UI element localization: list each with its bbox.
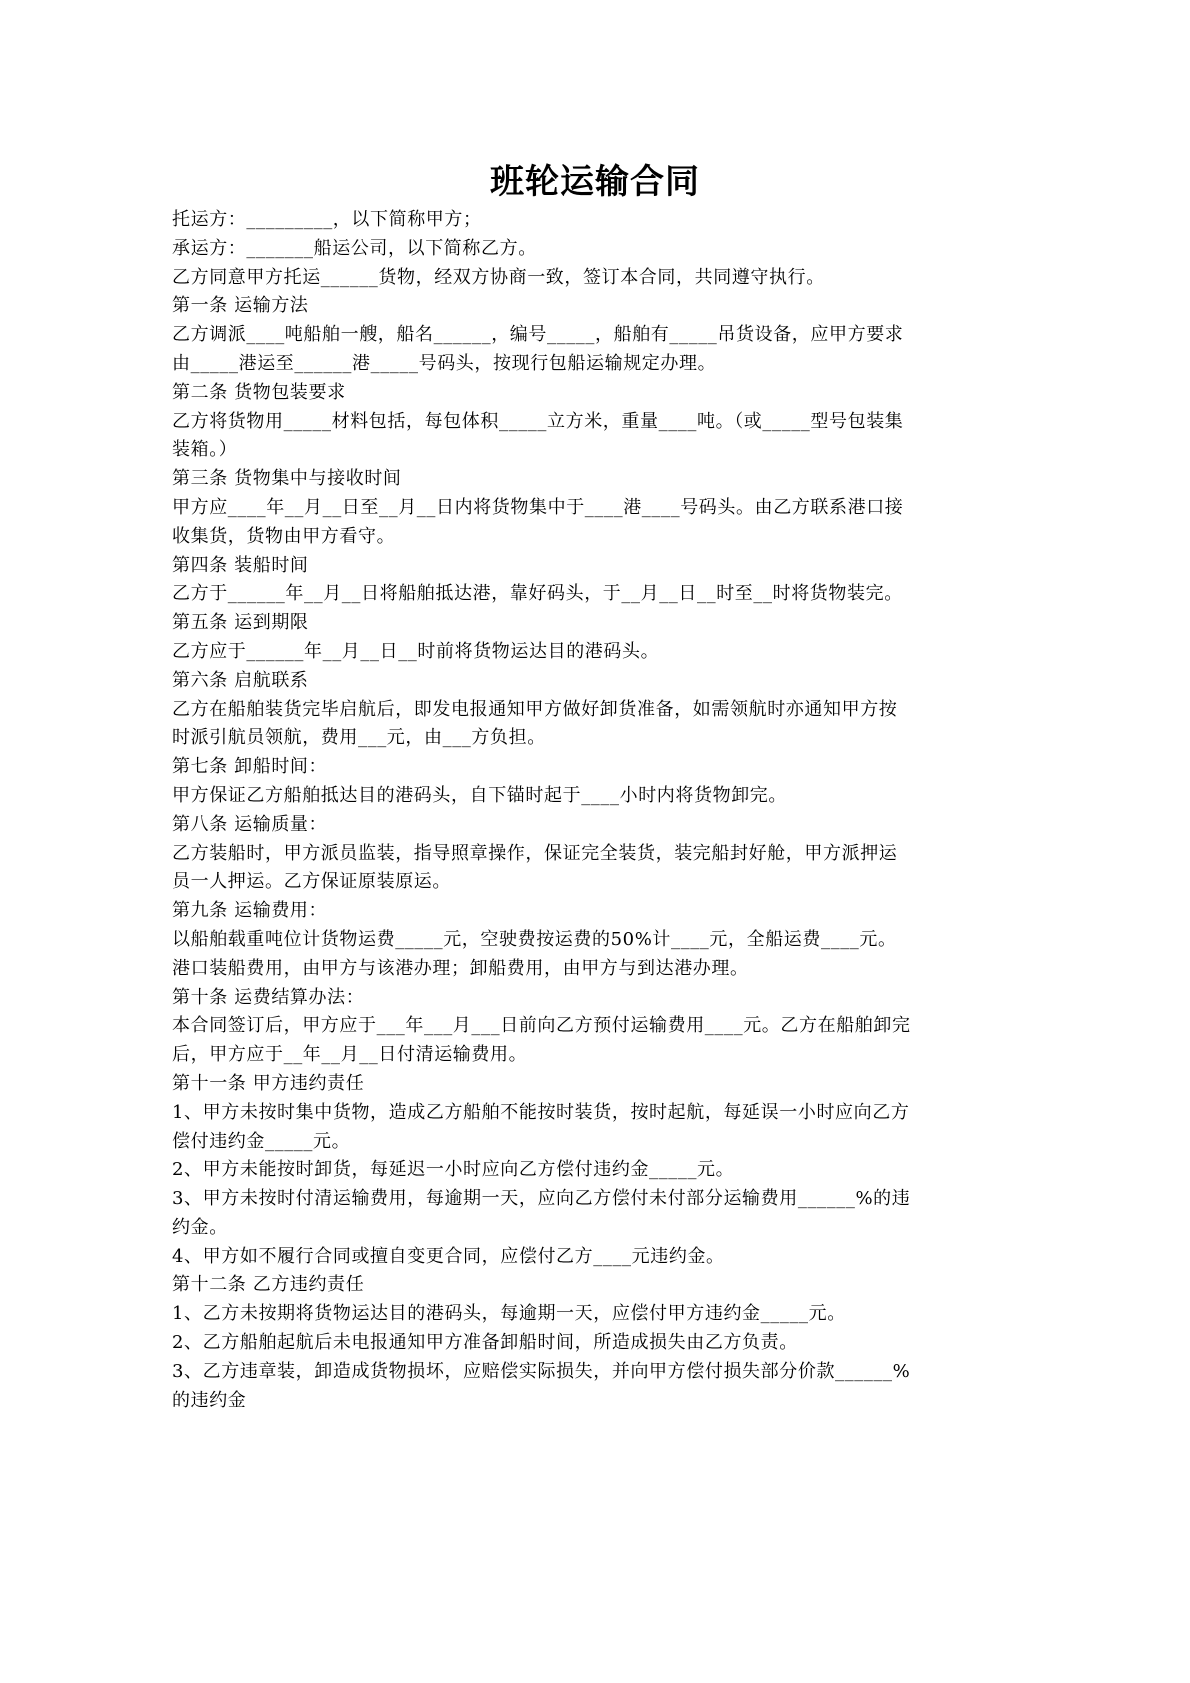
document-line: 甲方应____年__月__日至__月__日内将货物集中于____港____号码头。由乙方联系港口接 [172,496,904,518]
document-line: 后，甲方应于__年__月__日付清运输费用。 [172,1044,528,1066]
document-line: 以船舶载重吨位计货物运费_____元，空驶费按运费的50%计____元，全船运费____元。 [172,928,897,950]
document-line: 第六条 启航联系 [172,669,309,691]
document-line: 第四条 装船时间 [172,554,309,576]
document-line: 甲方保证乙方船舶抵达目的港码头，自下锚时起于____小时内将货物卸完。 [172,784,787,806]
document-line: 第三条 货物集中与接收时间 [172,468,402,490]
document-line: 由_____港运至______港_____号码头，按现行包船运输规定办理。 [172,352,717,374]
document-line: 第七条 卸船时间： [172,756,328,778]
document-line: 港口装船费用，由甲方与该港办理；卸船费用，由甲方与到达港办理。 [172,957,749,979]
document-line: 第五条 运到期限 [172,612,309,634]
document-line: 第十二条 乙方违约责任 [172,1274,365,1296]
document-line: 第九条 运输费用： [172,900,328,922]
document-line: 乙方在船舶装货完毕启航后，即发电报通知甲方做好卸货准备，如需领航时亦通知甲方按 [172,698,898,720]
document-line: 本合同签订后，甲方应于___年___月___日前向乙方预付运输费用____元。乙方在船舶卸完 [172,1015,911,1037]
document-line: 偿付违约金_____元。 [172,1130,351,1152]
document-line: 2、乙方船舶起航后未电报通知甲方准备卸船时间，所造成损失由乙方负责。 [172,1332,798,1354]
document-title: 班轮运输合同 [490,162,700,202]
document-line: 乙方同意甲方托运______货物，经双方协商一致，签订本合同，共同遵守执行。 [172,266,825,288]
document-line: 乙方应于______年__月__日__时前将货物运达目的港码头。 [172,640,660,662]
document-line: 第十一条 甲方违约责任 [172,1072,365,1094]
document-line: 约金。 [172,1216,228,1238]
document-body [172,206,984,1415]
document-line: 4、甲方如不履行合同或擅自变更合同，应偿付乙方____元违约金。 [172,1245,725,1267]
document-line: 乙方将货物用_____材料包括，每包体积_____立方米，重量____吨。（或_____型号包装集 [172,410,904,432]
document-line: 装箱。） [172,439,238,461]
document-line: 乙方调派____吨船舶一艘，船名______，编号_____，船舶有_____吊货设备，应甲方要求 [172,324,904,346]
document-line: 收集货，货物由甲方看守。 [172,525,396,547]
document-line: 第十条 运费结算办法： [172,986,365,1008]
document-line: 3、乙方违章装，卸造成货物损坏，应赔偿实际损失，并向甲方偿付损失部分价款______% [172,1360,911,1382]
document-line: 1、甲方未按时集中货物，造成乙方船舶不能按时装货，按时起航，每延误一小时应向乙方 [172,1101,910,1123]
document-line: 1、乙方未按期将货物运达目的港码头，每逾期一天，应偿付甲方违约金_____元。 [172,1303,846,1325]
document-line: 第一条 运输方法 [172,295,309,317]
document-line: 托运方：_________，以下简称甲方； [172,209,482,230]
document-line: 时派引航员领航，费用___元，由___方负担。 [172,727,546,749]
document-line: 3、甲方未按时付清运输费用，每逾期一天，应向乙方偿付未付部分运输费用______%的违 [172,1188,911,1210]
document-line: 的违约金 [172,1389,247,1411]
document-line: 承运方：_______船运公司，以下简称乙方。 [172,237,537,259]
document-line: 第二条 货物包装要求 [172,381,346,403]
document-line: 2、甲方未能按时卸货，每延迟一小时应向乙方偿付违约金_____元。 [172,1159,735,1181]
document-line: 乙方装船时，甲方派员监装，指导照章操作，保证完全装货，装完船封好舱，甲方派押运 [172,842,898,864]
document-line: 员一人押运。乙方保证原装原运。 [172,871,451,893]
document-line: 第八条 运输质量： [172,813,328,835]
document-line: 乙方于______年__月__日将船舶抵达港，靠好码头，于__月__日__时至__时将货物装完。 [172,583,903,605]
